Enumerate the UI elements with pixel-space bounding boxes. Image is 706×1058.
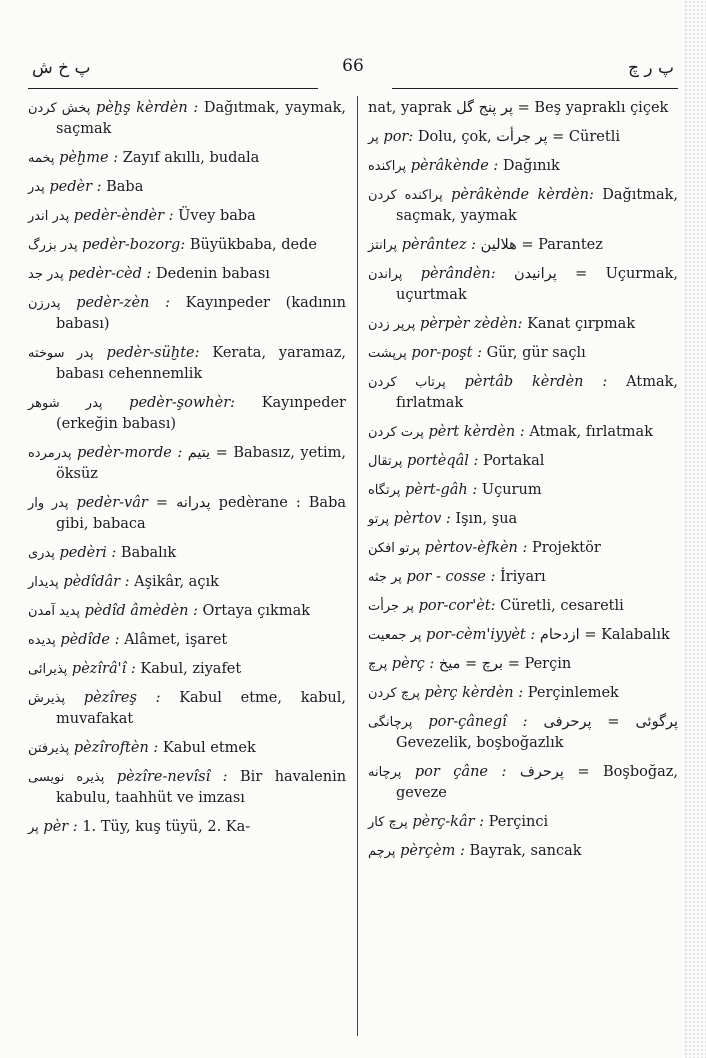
entry-arabic: پدیدار [28, 575, 59, 590]
dictionary-entry [28, 343, 346, 385]
entry-arabic: پخش کردن [28, 101, 91, 116]
entry-meaning: Dağınık [502, 158, 560, 174]
entry-arabic: پدر سوخته [28, 346, 94, 361]
entry-arabic: پذیرائی [28, 662, 68, 677]
entry-meaning: Portakal [483, 453, 545, 469]
entry-arabic: پر جرأت [368, 599, 414, 614]
entry-meaning: Kerata, yaramaz, babası cehennemlik [56, 345, 346, 382]
entry-meaning: Kanat çırpmak [527, 316, 636, 332]
entry-meaning: Kabul, ziyafet [140, 661, 242, 677]
entry-meaning: Işın, şua [455, 511, 518, 527]
dictionary-entry [368, 683, 678, 704]
entry-transliteration: pèrâkènde : [410, 158, 499, 174]
entry-arabic: پدر [28, 180, 45, 195]
entry-meaning: Perçinci [488, 814, 549, 830]
entry-arabic: پر جمعیت [368, 628, 422, 643]
entry-arabic: پدر شوهر [28, 396, 103, 411]
header-rule-right [392, 88, 678, 89]
entry-transliteration: pèḫme : [59, 150, 119, 166]
dictionary-entry [368, 812, 678, 833]
entry-arabic: پرچ [368, 657, 388, 672]
entry-transliteration: por: [383, 129, 414, 145]
entry-arabic: پرچ کردن [368, 686, 421, 701]
entry-arabic: پراکنده کردن [368, 188, 443, 203]
entry-transliteration: por-çânegî : [428, 714, 528, 730]
entry-arabic: پخمه [28, 151, 55, 166]
dictionary-entry [368, 712, 678, 754]
entry-arabic: پدر جد [28, 267, 64, 282]
page-header [28, 52, 678, 82]
entry-transliteration: pedèr-zèn : [76, 295, 170, 311]
dictionary-entry [28, 493, 346, 535]
entry-arabic: پذیرفتن [28, 741, 70, 756]
entry-transliteration: pèzîre-nevîsî : [116, 769, 228, 785]
entry-transliteration: pèr : [43, 819, 78, 835]
entry-arabic: پدر بزرگ [28, 238, 78, 253]
entry-arabic: پرچانه [368, 765, 402, 780]
entry-transliteration: pèrç-kâr : [412, 814, 485, 830]
page-edge-texture [684, 0, 706, 1058]
entry-meaning: ازدحام = Kalabalık [539, 627, 670, 643]
dictionary-entry [368, 509, 678, 530]
entry-meaning: Büyükbaba, dede [189, 237, 317, 253]
entry-arabic: پدر وار [28, 496, 69, 511]
entry-transliteration: pèzîreş : [83, 690, 161, 706]
entry-meaning: Cüretli, cesaretli [500, 598, 624, 614]
dictionary-entry [28, 767, 346, 809]
entry-meaning: Bayrak, sancak [469, 843, 582, 859]
dictionary-entry [28, 293, 346, 335]
entry-transliteration: por-cor'èt: [418, 598, 496, 614]
entry-meaning: هلالین = Parantez [480, 237, 603, 253]
entry-arabic: پرتو افکن [368, 541, 421, 556]
entry-arabic: پرچم [368, 844, 396, 859]
dictionary-entry [28, 688, 346, 730]
entry-transliteration: por - cosse : [406, 569, 496, 585]
entry-arabic: پدر اندر [28, 209, 70, 224]
entry-transliteration: pèdîd âmèdèn : [84, 603, 198, 619]
entry-arabic: پرپشت [368, 346, 407, 361]
dictionary-entry [368, 343, 678, 364]
entry-meaning: Ortaya çıkmak [202, 603, 311, 619]
dictionary-entry [368, 422, 678, 443]
entry-meaning: = پدرانه pedèrane : Baba gibi, babaca [56, 495, 347, 532]
entry-transliteration: pèrç kèrdèn : [424, 685, 524, 701]
page-number: 66 [342, 56, 364, 76]
dictionary-entry [28, 264, 346, 285]
entry-meaning: Kabul etme, kabul, muvafakat [56, 690, 346, 727]
entry-meaning: یتیم = Babasız, yetim, öksüz [56, 445, 347, 482]
entry-transliteration: pedèr-vâr [76, 495, 148, 511]
entry-arabic: پذیره نویسی [28, 770, 105, 785]
entry-arabic: پراکنده [368, 159, 407, 174]
entry-arabic: پرانتز [368, 238, 398, 253]
entry-arabic: پدیده [28, 633, 56, 648]
entry-arabic: پدرزن [28, 296, 61, 311]
entry-transliteration: pèrt kèrdèn : [428, 424, 525, 440]
dictionary-entry [368, 596, 678, 617]
dictionary-entry [28, 817, 346, 838]
entry-meaning: Dağıtmak, yaymak, saçmak [56, 100, 347, 137]
dictionary-entry [28, 98, 346, 140]
header-right-letters: پ ر چ [628, 58, 674, 78]
entry-transliteration: pèrtov-èfkèn : [424, 540, 528, 556]
entry-transliteration: pèdîdâr : [63, 574, 130, 590]
dictionary-entry [28, 393, 346, 435]
entry-transliteration: por-cèm'iyyèt : [426, 627, 536, 643]
entry-meaning: Atmak, fırlatmak [396, 374, 678, 411]
dictionary-entry [28, 738, 346, 759]
entry-transliteration: pèrç : [391, 656, 435, 672]
entry-transliteration: por-poşt : [411, 345, 483, 361]
dictionary-entry [368, 127, 678, 148]
entry-arabic: پر جثه [368, 570, 402, 585]
entry-meaning: İriyarı [499, 569, 546, 585]
entry-arabic: پرتقال [368, 454, 403, 469]
entry-transliteration: pedèr : [49, 179, 102, 195]
dictionary-entry [28, 177, 346, 198]
dictionary-entry [368, 841, 678, 862]
header-rule-left [28, 88, 318, 89]
entry-arabic: پرتگاه [368, 483, 401, 498]
entry-transliteration: pedèr-cèd : [68, 266, 152, 282]
entry-meaning: 1. Tüy, kuş tüyü, 2. Ka- [82, 819, 251, 835]
entry-transliteration: pèzîroftèn : [73, 740, 159, 756]
entry-arabic: پر [28, 820, 39, 835]
dictionary-entry [368, 762, 678, 804]
entry-transliteration: pèrt-gâh : [404, 482, 478, 498]
entry-transliteration: pedèr-morde : [76, 445, 183, 461]
entry-meaning: Gür, gür saçlı [486, 345, 586, 361]
dictionary-entry [28, 543, 346, 564]
dictionary-entry [368, 480, 678, 501]
dictionary-entry [368, 625, 678, 646]
entry-meaning: Baba [106, 179, 144, 195]
entry-meaning: Alâmet, işaret [124, 632, 228, 648]
entry-meaning: Uçurum [481, 482, 542, 498]
entry-arabic: پدرمرده [28, 446, 72, 461]
entry-arabic: پدید آمدن [28, 604, 80, 619]
entry-transliteration: pèḫş kèrdèn : [96, 100, 199, 116]
entry-meaning: Aşikâr, açık [134, 574, 219, 590]
entry-meaning: Kayınpeder (erkeğin babası) [56, 395, 346, 432]
entry-meaning: پرحرف = Boşboğaz, geveze [396, 764, 679, 801]
dictionary-entry [368, 185, 678, 227]
dictionary-entry [368, 264, 678, 306]
entry-arabic: پراندن [368, 267, 403, 282]
entry-meaning: Babalık [120, 545, 177, 561]
entry-transliteration: pedèr-şowhèr: [129, 395, 236, 411]
dictionary-entry [368, 156, 678, 177]
entry-transliteration: pedèr-bozorg: [82, 237, 186, 253]
dictionary-entry [368, 567, 678, 588]
dictionary-entry [368, 235, 678, 256]
entry-meaning: Dedenin babası [155, 266, 270, 282]
entry-arabic: پدری [28, 546, 55, 561]
entry-meaning: Perçinlemek [527, 685, 619, 701]
entry-transliteration: pèrtov : [393, 511, 451, 527]
entry-transliteration: pèrâkènde kèrdèn: [451, 187, 594, 203]
entry-arabic: پرت کردن [368, 425, 424, 440]
entry-arabic: پرچانگی [368, 715, 413, 730]
entry-arabic: پرچ کار [368, 815, 408, 830]
dictionary-entry [368, 451, 678, 472]
dictionary-entry [28, 659, 346, 680]
entry-transliteration: pèrtâb kèrdèn : [464, 374, 608, 390]
entry-meaning: Dağıtmak, saçmak, yaymak [396, 187, 679, 224]
entry-meaning: پرگوئی = پرحرفی Gevezelik, boşboğazlık [396, 714, 679, 751]
dictionary-entry [28, 235, 346, 256]
dictionary-entry [368, 654, 678, 675]
dictionary-entry [368, 372, 678, 414]
right-column [368, 98, 678, 870]
dictionary-entry [28, 572, 346, 593]
entry-transliteration: pèdîde : [60, 632, 120, 648]
entry-meaning: Projektör [531, 540, 601, 556]
entry-arabic: پذیرش [28, 691, 66, 706]
entry-transliteration: pèrçèm : [400, 843, 465, 859]
entry-meaning: پرانیدن = Uçurmak, uçurtmak [396, 266, 679, 303]
entry-meaning: Bir havalenin kabulu, taahhüt ve imzası [56, 769, 347, 806]
header-left-letters: پ خ ش [32, 58, 91, 78]
entry-transliteration: por çâne : [414, 764, 507, 780]
dictionary-entry [28, 443, 346, 485]
column-divider [357, 96, 358, 1036]
dictionary-entry [368, 314, 678, 335]
entry-transliteration: pèrpèr zèdèn: [419, 316, 523, 332]
entry-meaning: Atmak, fırlatmak [529, 424, 653, 440]
entry-transliteration: pedèr-süḫte: [106, 345, 200, 361]
entry-arabic: پرتاب کردن [368, 375, 446, 390]
entry-transliteration: pèrântez : [401, 237, 477, 253]
entry-transliteration: pedèri : [59, 545, 117, 561]
dictionary-entry [28, 601, 346, 622]
entry-arabic: پر [368, 130, 379, 145]
entry-meaning: Kayınpeder (kadının babası) [56, 295, 346, 332]
dictionary-entry [28, 148, 346, 169]
entry-meaning: Kabul etmek [162, 740, 256, 756]
dictionary-entry [28, 206, 346, 227]
dictionary-entry [368, 98, 678, 119]
entry-meaning: nat, yaprak پر پنج گل = Beş yapraklı çiçek [368, 100, 669, 116]
entry-transliteration: pèzîrâ'î : [71, 661, 136, 677]
entry-meaning: Üvey baba [178, 208, 256, 224]
dictionary-entry [28, 630, 346, 651]
entry-transliteration: portèqâl : [407, 453, 479, 469]
entry-transliteration: pèrândèn: [420, 266, 496, 282]
entry-meaning: Zayıf akıllı, budala [122, 150, 260, 166]
entry-arabic: پرتو [368, 512, 390, 527]
entry-arabic: پرپر زدن [368, 317, 416, 332]
entry-transliteration: pedèr-èndèr : [73, 208, 174, 224]
entry-meaning: برچ = میخ = Perçin [438, 656, 572, 672]
left-column [28, 98, 346, 846]
dictionary-entry [368, 538, 678, 559]
entry-meaning: Dolu, çok, پر جرأت = Cüretli [417, 129, 620, 145]
